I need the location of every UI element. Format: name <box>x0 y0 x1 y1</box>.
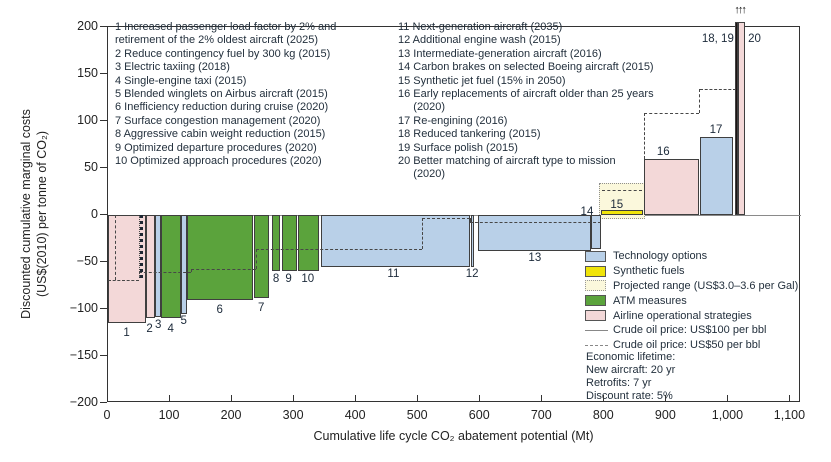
bar-13 <box>478 215 590 251</box>
measure-list-line: 2 Reduce contingency fuel by 300 kg (2015) <box>115 47 331 60</box>
measure-list-line: 8 Aggressive cabin weight reduction (2015) <box>115 128 326 141</box>
legend-item <box>585 264 798 279</box>
measure-list-line: 16 Early replacements of aircraft older than 25 years <box>398 88 654 101</box>
x-tick <box>479 395 480 401</box>
x-tick <box>293 395 294 401</box>
y-tick-label: 200 <box>77 19 98 33</box>
measure-list-line: retirement of the 2% oldest aircraft (2025) <box>115 34 318 47</box>
bar-8 <box>272 215 280 271</box>
y-tick-label: −200 <box>69 395 98 409</box>
legend <box>585 249 798 353</box>
x-tick-label: 200 <box>220 408 242 422</box>
bar-9 <box>282 215 298 271</box>
measure-list-line: 15 Synthetic jet fuel (15% in 2050) <box>398 74 566 87</box>
bar-label-4: 4 <box>167 322 174 335</box>
bar-label-16: 16 <box>656 146 670 159</box>
legend-footer-line: Economic lifetime: <box>586 351 676 363</box>
legend-label: Airline operational strategies <box>613 309 752 322</box>
measure-list-line: 4 Single-engine taxi (2015) <box>115 74 247 87</box>
x-axis-title: Cumulative life cycle CO₂ abatement potential (Mt) <box>313 429 594 443</box>
bar-17 <box>700 137 733 215</box>
x-tick-label: 100 <box>158 408 180 422</box>
y-tick <box>100 120 107 121</box>
y-tick-label: 100 <box>77 113 98 127</box>
legend-label: Synthetic fuels <box>613 265 685 278</box>
legend-label: Projected range (US$3.0–3.6 per Gal) <box>613 279 799 292</box>
y-tick <box>100 73 107 74</box>
measure-list-line: 1 Increased passenger load factor by 2% and <box>115 21 337 33</box>
y-tick-label: 0 <box>91 207 98 221</box>
x-tick <box>603 395 604 401</box>
bar-label-9: 9 <box>285 272 292 285</box>
measure-list-line: 20 Better matching of aircraft type to mission <box>398 155 616 168</box>
bar-label-8: 8 <box>272 272 280 285</box>
measure-list-line: 17 Re-engining (2016) <box>398 114 508 127</box>
bar-3 <box>155 215 162 317</box>
legend-label: Crude oil price: US$100 per bbl <box>613 324 767 337</box>
measure-list-line: 14 Carbon brakes on selected Boeing aircraft (2015) <box>398 61 654 74</box>
x-tick-label: 0 <box>103 408 111 422</box>
measure-list-line: (2020) <box>398 101 446 114</box>
measure-list-line: 13 Intermediate-generation aircraft (2016) <box>398 47 602 60</box>
bar-10 <box>298 215 318 271</box>
x-tick <box>541 395 542 401</box>
x-tick-label: 1,000 <box>711 408 744 422</box>
x-tick <box>231 395 232 401</box>
offscale-arrows-icon: ↑↑↑ <box>734 4 745 16</box>
y-tick <box>100 26 107 27</box>
measure-list-line: 12 Additional engine wash (2015) <box>398 34 561 47</box>
atm-swatch-icon <box>585 295 606 306</box>
bar-15 <box>601 210 644 215</box>
measure-list-line: 3 Electric taxiing (2018) <box>115 61 230 74</box>
oil50-dashed-segment <box>115 215 116 280</box>
x-tick <box>355 395 356 401</box>
x-tick-label: 900 <box>654 408 676 422</box>
bar-label-1: 1 <box>123 327 130 340</box>
y-tick <box>100 402 107 403</box>
x-tick-label: 600 <box>468 408 490 422</box>
y-tick-label: −100 <box>69 301 98 315</box>
legend-item <box>585 308 798 323</box>
y-tick-label: 150 <box>77 66 98 80</box>
measure-list-11-20 <box>398 21 654 182</box>
y-axis-title-line2: (US$(2010) per tonne of CO₂) <box>35 130 49 298</box>
x-tick-label: 300 <box>282 408 304 422</box>
x-tick <box>417 395 418 401</box>
oil50-dashed-segment <box>422 218 423 249</box>
bar-14 <box>591 215 601 249</box>
bar-label-17: 17 <box>709 124 723 137</box>
y-tick <box>100 167 107 168</box>
projected-swatch-icon <box>585 280 606 291</box>
y-axis-title-line1: Discounted cumulative marginal costs <box>19 109 33 319</box>
legend-item <box>585 249 798 264</box>
x-tick <box>169 395 170 401</box>
oil50-dashed-segment <box>256 249 422 250</box>
oil50-dashed-segment <box>191 269 256 270</box>
y-tick-label: −150 <box>69 348 98 362</box>
bar-12 <box>471 215 474 267</box>
oil50-dashed-segment <box>699 89 700 113</box>
oil50-dashed-segment <box>139 215 143 278</box>
bar-label-12: 12 <box>465 268 479 281</box>
measure-list-line: 6 Inefficiency reduction during cruise (2020) <box>115 101 329 114</box>
x-tick <box>107 395 108 401</box>
legend-item <box>585 323 798 338</box>
bar-6 <box>187 215 252 300</box>
measure-list-line: (2020) <box>398 168 446 181</box>
bar-label-14: 14 <box>580 206 594 219</box>
measure-list-line: 5 Blended winglets on Airbus aircraft (2015) <box>115 88 328 101</box>
legend-footer-line: New aircraft: 20 yr <box>586 364 676 376</box>
bar-label-18-19: 18, 19 <box>701 33 734 46</box>
measure-list-line: 11 Next-generation aircraft (2035) <box>398 21 563 33</box>
legend-footer-line: Discount rate: 5% <box>586 390 673 402</box>
x-tick-label: 800 <box>592 408 614 422</box>
bar-label-13: 13 <box>528 252 542 265</box>
dashed-line-icon <box>585 345 608 346</box>
x-tick <box>789 395 790 401</box>
oil50-dashed-segment <box>108 280 139 281</box>
bar-4 <box>161 215 180 318</box>
bar-label-3: 3 <box>155 318 162 331</box>
y-tick-label: −50 <box>76 254 98 268</box>
x-tick-label: 1,100 <box>773 408 806 422</box>
x-tick-label: 700 <box>530 408 552 422</box>
measure-list-1-10 <box>115 21 336 168</box>
x-tick <box>727 395 728 401</box>
oil50-dashed-segment <box>602 190 641 191</box>
legend-label: Crude oil price: US$50 per bbl <box>613 339 761 352</box>
legend-label: ATM measures <box>613 294 687 307</box>
oil50-dashed-segment <box>256 249 257 269</box>
y-tick <box>100 308 107 309</box>
airline-swatch-icon <box>585 310 606 321</box>
legend-footer <box>586 351 675 403</box>
measure-list-line: 7 Surface congestion management (2020) <box>115 114 321 127</box>
oil50-dashed-segment <box>700 89 735 90</box>
bar-label-15: 15 <box>610 198 624 211</box>
bar-label-11: 11 <box>387 268 400 281</box>
bar-5 <box>181 215 188 314</box>
y-tick-label: 50 <box>84 160 98 174</box>
measure-list-line: 19 Surface polish (2015) <box>398 141 518 154</box>
measure-list-line: 10 Optimized approach procedures (2020) <box>115 155 322 168</box>
bar-label-2: 2 <box>146 322 153 335</box>
measure-list-line: 9 Optimized departure procedures (2020) <box>115 141 317 154</box>
legend-footer-line: Retrofits: 7 yr <box>586 377 652 389</box>
measure-list-line: 18 Reduced tankering (2015) <box>398 128 541 141</box>
bar-label-20: 20 <box>748 33 761 46</box>
oil50-dashed-segment <box>139 272 190 273</box>
y-tick <box>100 355 107 356</box>
bar-label-5: 5 <box>180 315 187 328</box>
bar-label-6: 6 <box>216 303 223 316</box>
bar-20 <box>738 22 745 215</box>
y-tick <box>100 214 107 215</box>
synthetic-swatch-icon <box>585 266 606 277</box>
legend-item <box>585 279 798 294</box>
bar-2 <box>146 215 155 318</box>
legend-label: Technology options <box>613 250 708 263</box>
bar-label-7: 7 <box>258 302 265 315</box>
oil50-dashed-segment <box>422 218 470 219</box>
bar-label-10: 10 <box>301 272 315 285</box>
x-tick <box>665 395 666 401</box>
x-tick-label: 400 <box>344 408 366 422</box>
bar-11 <box>321 215 471 267</box>
y-tick <box>100 261 107 262</box>
technology-swatch-icon <box>585 251 606 262</box>
solid-line-icon <box>585 330 608 331</box>
y-axis-title <box>18 26 58 402</box>
oil50-dashed-segment <box>470 222 600 223</box>
x-tick-label: 500 <box>406 408 428 422</box>
legend-item <box>585 293 798 308</box>
